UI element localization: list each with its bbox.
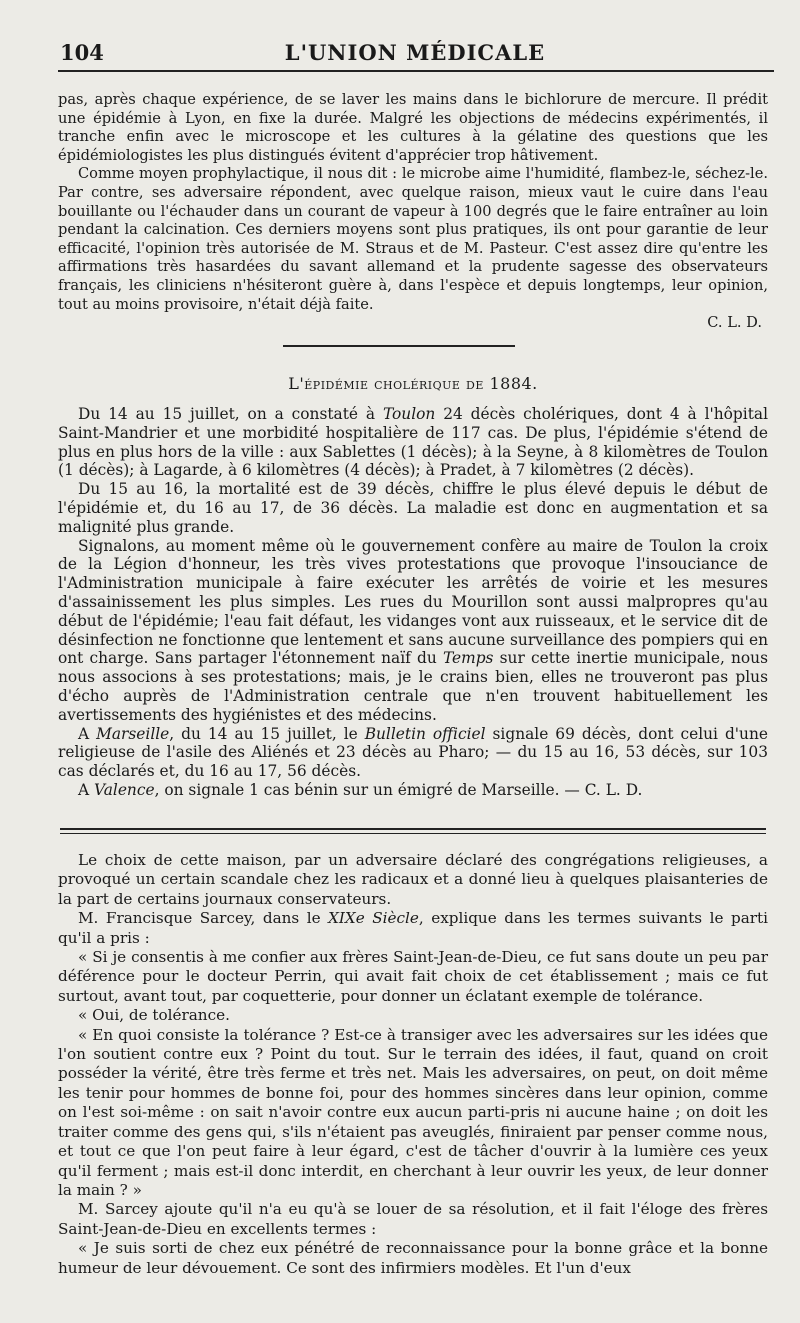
cholera-article [58, 405, 768, 800]
newspaper-name: Temps [442, 649, 494, 668]
quote-paragraph: « Si je consentis à me confier aux frères Saint-Jean-de-Dieu, ce fut sans doute un peu par déférence pour le docteur Perrin, qui avait fait choix de cet établissement ; mais ce fut surtout, avant tout, par coquetterie, pour donner un éclatant exemple de tolérance. [58, 948, 768, 1005]
paragraph: A Marseille, du 14 au 15 juillet, le Bulletin officiel signale 69 décès, dont celui d'une religieuse de l'asile des Aliénés et 23 décès au Pharo; — du 15 au 16, 53 décès, sur 103 cas déclarés et, du 16 au 17, 56 décès. [58, 724, 768, 781]
place-name: Marseille [96, 724, 170, 743]
quote-paragraph: « En quoi consiste la tolérance ? Est-ce à transiger avec les adversaires sur les idées que l'on soutient contre eux ? Point du tout. Sur le terrain des idées, il faut, quand on croit posséder la vérité, être très ferme et très net. Mais les adversaires, on peut, on doit même les tenir pour hommes de bonne foi, pour des hommes sincères dans leur opinion, comme on l'est soi-même : on sait n'avoir contre eux aucun parti-pris ni aucune haine ; on doit les traiter comme des gens qui, s'ils n'étaient pas aveuglés, finiraient par penser comme nous, et tout ce que l'on peut faire à leur égard, c'est de tâcher d'ouvrir à la lumière ces yeux qu'il ferment ; mais est-il donc interdit, en cherchant à leur ouvrir les yeux, de leur donner la main ? » [58, 1025, 768, 1199]
section-title [58, 374, 768, 393]
header-rule [58, 70, 774, 72]
section-title-year: 1884. [489, 374, 538, 393]
section-title-text: L'épidémie cholérique de [288, 374, 484, 393]
paragraph: M. Sarcey ajoute qu'il n'a eu qu'à se louer de sa résolution, et il fait l'éloge des frères Saint-Jean-de-Dieu en excellents termes : [58, 1200, 768, 1238]
paragraph: pas, après chaque expérience, de se laver les mains dans le bichlorure de mercure. Il prédit une épidémie à Lyon, en fixe la durée. Malgré les objections de médecins expérimentés, il tranche enfin avec le microscope et les cultures à la gélatine des questions que les épidémiologistes les plus distingués évitent d'apprécier trop hâtivement. [58, 91, 768, 164]
paragraph: Du 15 au 16, la mortalité est de 39 décès, chiffre le plus élevé depuis le début de l'épidémie et, du 16 au 17, de 36 décès. La maladie est donc en augmentation et sa malignité plus grande. [58, 480, 768, 536]
section-double-rule [60, 828, 766, 834]
paragraph: M. Francisque Sarcey, dans le XIXe Siècle, explique dans les termes suivants le parti qu'il a pris : [58, 909, 768, 947]
publication-name: XIXe Siècle [328, 909, 419, 928]
article-continuation [58, 91, 768, 333]
paragraph: Le choix de cette maison, par un adversaire déclaré des congrégations religieuses, a provoqué un certain scandale chez les radicaux et a donné lieu à quelques plaisanteries de la part de certains journaux conservateurs. [58, 851, 768, 908]
sarcey-article [58, 851, 768, 1278]
paragraph: A Valence, on signale 1 cas bénin sur un émigré de Marseille. — C. L. D. [78, 780, 643, 799]
page-number: 104 [60, 40, 104, 65]
section-divider [283, 345, 515, 347]
quote-paragraph: « Je suis sorti de chez eux pénétré de reconnaissance pour la bonne grâce et la bonne humeur de leur dévouement. Ce sont des infirmiers modèles. Et l'un d'eux [58, 1239, 768, 1277]
place-name: Toulon [382, 405, 436, 423]
place-name: Valence [94, 780, 155, 799]
paragraph: Du 14 au 15 juillet, on a constaté à Toulon 24 décès cholériques, dont 4 à l'hôpital Saint-Mandrier et une morbidité hospitalière de 117 cas. De plus, l'épidémie s'étend de plus en plus hors de la ville : aux Sablettes (1 décès); à la Seyne, à 8 kilomètres de Toulon (1 décès); à Lagarde, à 6 kilomètres (4 décès); à Pradet, à 7 kilomètres (2 décès). [58, 405, 768, 480]
signature: C. L. D. [707, 314, 762, 332]
quote-paragraph: « Oui, de tolérance. [78, 1006, 230, 1025]
paragraph: Comme moyen prophylactique, il nous dit : le microbe aime l'humidité, flambez-le, séchez-le. Par contre, ses adversaire répondent, avec quelque raison, mieux vaut le cuire dans l'eau bouillante ou l'échauder dans un courant de vapeur à 100 degrés que le faire entraîner au loin pendant la calcination. Ces derniers moyens sont plus pratiques, ils ont pour garantie de leur efficacité, l'opinion très autorisée de M. Straus et de M. Pasteur. C'est assez dire qu'entre les affirmations très hasardées du savant allemand et la prudente sagesse des observateurs français, les cliniciens n'hésiteront guère à, dans l'espèce et depuis longtemps, leur opinion, tout au moins provisoire, n'était déjà faite. [58, 165, 768, 313]
page-header [60, 40, 770, 70]
paragraph: Signalons, au moment même où le gouvernement confère au maire de Toulon la croix de la Légion d'honneur, les très vives protestations que provoque l'insouciance de l'Administration municipale à faire exécuter les arrêtés de voirie et les mesures d'assainissement les plus simples. Les rues du Mourillon sont aussi malpropres qu'au début de l'épidémie; l'eau fait défaut, les vidanges vont aux ruisseaux, et le service dit de désinfection ne fonctionne que lentement et sans aucune surveillance des pompiers qui en ont charge. Sans partager l'étonnement naïf du Temps sur cette inertie municipale, nous nous associons à ses protestations; mais, je le crains bien, elles ne trouveront pas plus d'écho auprès de l'Administration centrale que n'en trouvent habituellement les avertissements des hygiénistes et des médecins. [58, 536, 768, 724]
journal-title: L'UNION MÉDICALE [284, 40, 546, 65]
publication-name: Bulletin officiel [364, 724, 486, 743]
